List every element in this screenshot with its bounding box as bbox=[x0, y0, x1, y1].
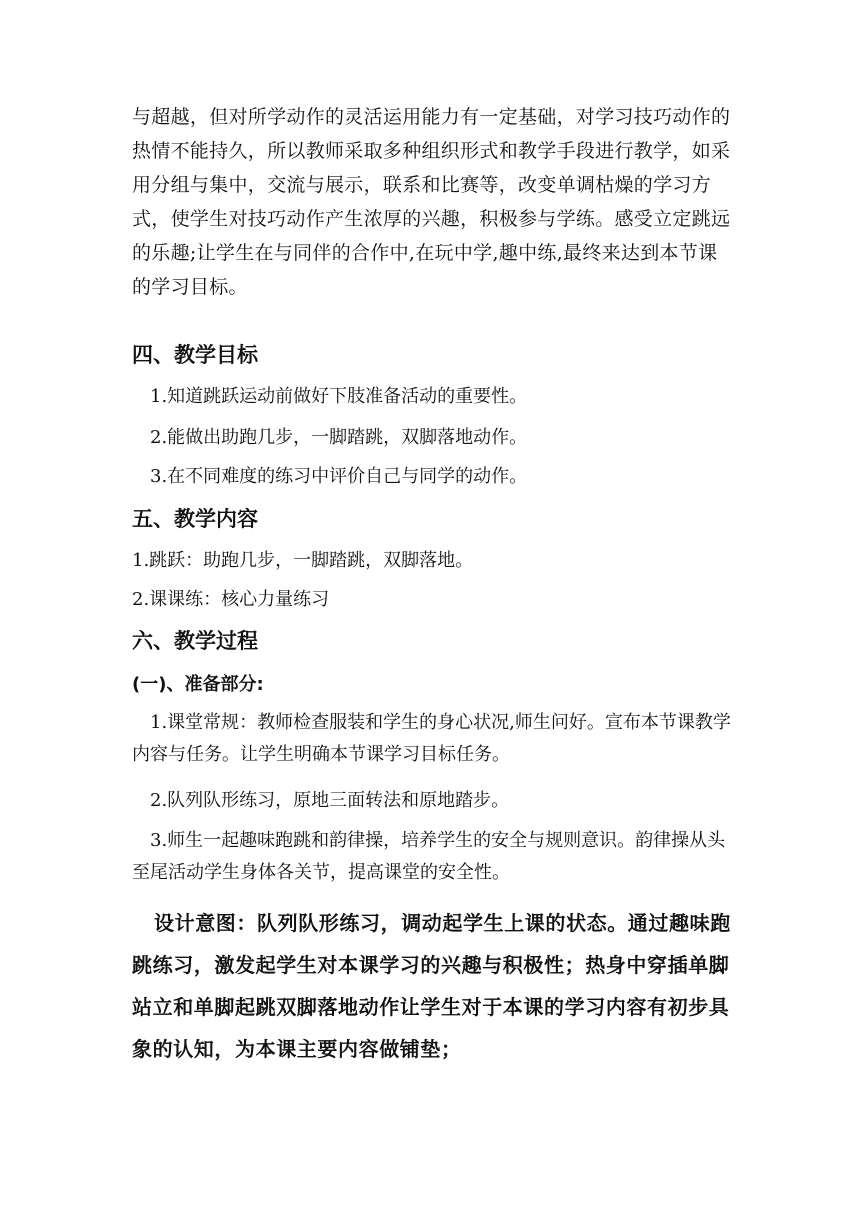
section-4-item-1: 1.知道跳跃运动前做好下肢准备活动的重要性。 bbox=[150, 386, 528, 407]
section-5-heading: 五、教学内容 bbox=[132, 507, 258, 531]
section-6-heading: 六、教学过程 bbox=[132, 629, 258, 653]
design-intent-paragraph: 设计意图：队列队形练习，调动起学生上课的状态。通过趣味跑跳练习，激发起学生对本课学习的兴趣与积极性；热身中穿插单脚站立和单脚起跳双脚落地动作让学生对于本课的学习内容有初步具象的认知，为本课主要内容做铺垫； bbox=[132, 911, 731, 1061]
section-4-heading: 四、教学目标 bbox=[132, 343, 258, 367]
section-5-item-2: 2.课课练：核心力量练习 bbox=[132, 589, 330, 610]
section-4-item-3: 3.在不同难度的练习中评价自己与同学的动作。 bbox=[150, 466, 528, 487]
section-4-item-2: 2.能做出助跑几步，一脚踏跳，双脚落地动作。 bbox=[150, 427, 528, 448]
section-6-item-1: 1.课堂常规：教师检查服装和学生的身心状况,师生问好。宣布本节课教学内容与任务。让学生明确本节课学习目标任务。 bbox=[132, 712, 731, 765]
section-6-item-2: 2.队列队形练习，原地三面转法和原地踏步。 bbox=[150, 790, 510, 811]
section-6-item-3: 3.师生一起趣味跑跳和韵律操，培养学生的安全与规则意识。韵律操从头至尾活动学生身体各关节，提高课堂的安全性。 bbox=[132, 830, 726, 883]
section-5-item-1: 1.跳跃：助跑几步，一脚踏跳，双脚落地。 bbox=[132, 550, 474, 571]
intro-paragraph: 与超越，但对所学动作的灵活运用能力有一定基础，对学习技巧动作的热情不能持久，所以教师采取多种组织形式和教学手段进行教学，如采用分组与集中，交流与展示，联系和比赛等，改变单调枯燥的学习方式，使学生对技巧动作产生浓厚的兴趣，积极参与学练。感受立定跳远的乐趣;让学生在与同伴的合作中,在玩中学,趣中练,最终来达到本节课的学习目标。 bbox=[132, 106, 731, 298]
section-6-subheading: (一)、准备部分: bbox=[132, 674, 264, 695]
